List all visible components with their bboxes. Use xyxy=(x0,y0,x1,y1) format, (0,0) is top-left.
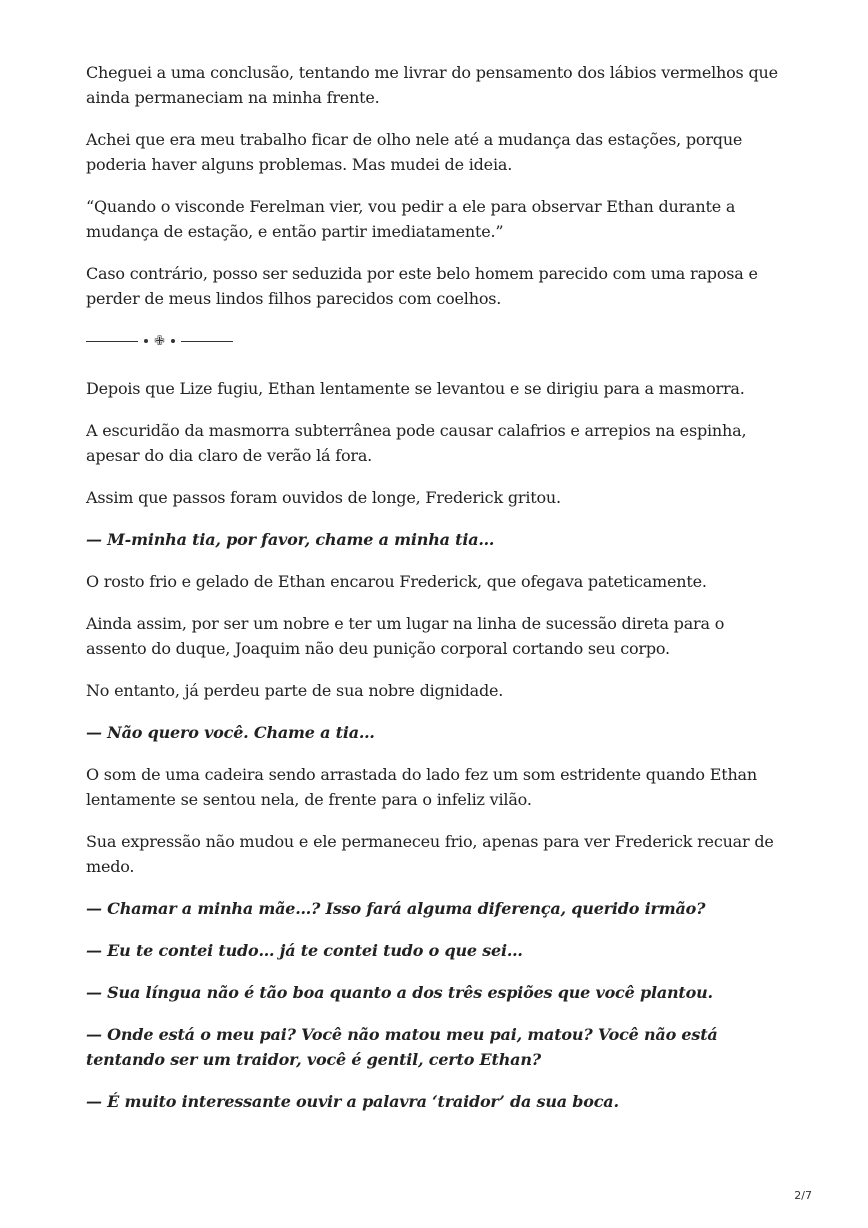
divider-line-right xyxy=(181,341,233,342)
paragraph: A escuridão da masmorra subterrânea pode causar calafrios e arrepios na espinha, apesar do dia claro de verão lá fora. xyxy=(86,421,747,465)
paragraph: Caso contrário, posso ser seduzida por este belo homem parecido com uma raposa e perder de meus lindos filhos parecidos com coelhos. xyxy=(86,264,758,308)
dialogue-line: — É muito interessante ouvir a palavra ‘traidor’ da sua boca. xyxy=(86,1092,619,1111)
divider-dot-left xyxy=(144,339,148,343)
paragraph: Cheguei a uma conclusão, tentando me livrar do pensamento dos lábios vermelhos que ainda permaneciam na minha frente. xyxy=(86,63,778,107)
dialogue-line: — Eu te contei tudo… já te contei tudo o que sei… xyxy=(86,941,523,960)
section-divider xyxy=(86,328,786,354)
document-page xyxy=(86,60,786,1131)
paragraph: Assim que passos foram ouvidos de longe, Frederick gritou. xyxy=(86,488,561,507)
dialogue-line: — Não quero você. Chame a tia… xyxy=(86,723,375,742)
dialogue-line: — Onde está o meu pai? Você não matou meu pai, matou? Você não está tentando ser um traidor, você é gentil, certo Ethan? xyxy=(86,1025,718,1069)
section-after-divider xyxy=(86,376,786,1114)
page-number: 2/7 xyxy=(794,1189,812,1202)
dialogue-line: — Chamar a minha mãe…? Isso fará alguma diferença, querido irmão? xyxy=(86,899,706,918)
divider-line-left xyxy=(86,341,138,342)
divider-dot-right xyxy=(171,339,175,343)
dialogue-line: — Sua língua não é tão boa quanto a dos três espiões que você plantou. xyxy=(86,983,713,1002)
dialogue-line: — M-minha tia, por favor, chame a minha tia… xyxy=(86,530,495,549)
paragraph: No entanto, já perdeu parte de sua nobre dignidade. xyxy=(86,681,504,700)
section-before-divider xyxy=(86,60,786,311)
paragraph: Achei que era meu trabalho ficar de olho nele até a mudança das estações, porque poderia haver alguns problemas. Mas mudei de ideia. xyxy=(86,130,743,174)
paragraph: Sua expressão não mudou e ele permaneceu frio, apenas para ver Frederick recuar de medo. xyxy=(86,832,774,876)
paragraph: “Quando o visconde Ferelman vier, vou pedir a ele para observar Ethan durante a mudança de estação, e então partir imediatamente.” xyxy=(86,197,736,241)
paragraph: O som de uma cadeira sendo arrastada do lado fez um som estridente quando Ethan lentamente se sentou nela, de frente para o infeliz vilão. xyxy=(86,765,758,809)
paragraph: Depois que Lize fugiu, Ethan lentamente se levantou e se dirigiu para a masmorra. xyxy=(86,379,745,398)
paragraph: Ainda assim, por ser um nobre e ter um lugar na linha de sucessão direta para o assento do duque, Joaquim não deu punição corporal cortando seu corpo. xyxy=(86,614,725,658)
paragraph: O rosto frio e gelado de Ethan encarou Frederick, que ofegava pateticamente. xyxy=(86,572,707,591)
divider-cross-icon: ✙ xyxy=(154,333,165,349)
